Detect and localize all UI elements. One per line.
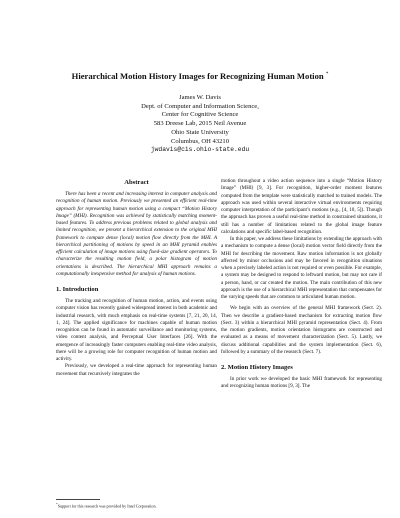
- paper-title: [20, 69, 380, 82]
- intro-paragraph-1: The tracking and recognition of human motion, action, and events using computer vision has recently gained widespread interest in both academic and industrial research, with much emphasis on real-time systems [7, 21, 20, 14, 1, 24]. The applied significance for machines capable of human motion recognition can be found in automatic surveillance and monitoring systems, video content analysis, and Perceptual User Interfaces [26]. With the emergence of increasingly faster computers enabling real-time video analysis, there will be a growing role for computer recognition of human motion and activity.: [56, 298, 217, 362]
- author-block: [20, 94, 380, 155]
- author-name: James W. Davis: [179, 94, 221, 101]
- right-paragraph-1: motion throughout a video action sequence into a single “Motion History Image” (MHI) [9, 3]. For recognition, higher-order moment features computed from the template were statistically matched to trained models. The approach was used within several interactive virtual environments requiring computer interpretation of the participant’s motions (e.g., [4, 10, 5]). Though the approach has proven a useful real-time method in constrained situations, it still has a number of limitations related to the global image feature calculations and specific label-based recognition.: [221, 178, 382, 235]
- intro-heading: 1. Introduction: [56, 286, 99, 293]
- footnote-text: Support for this research was provided by Intel Corporation.: [57, 503, 157, 509]
- title-footnote-mark: *: [325, 72, 329, 77]
- intro-paragraph-2: Previously, we developed a real-time approach for representing human movement that recursively integrates the: [56, 363, 217, 377]
- left-column: [56, 178, 217, 378]
- footnote-rule: [56, 499, 100, 500]
- author-city: Columbus, OH 43210: [170, 137, 230, 145]
- right-paragraph-3: We begin with an overview of the general MHI framework (Sect. 2). Then we describe a gradient-based mechanism for extracting motion flow (Sect. 3) within a hierarchical MHI pyramid representation (Sect. 4). From the motion gradients, motion orientation histograms are constructed and evaluated as a means of movement characterization (Sect. 5). Lastly, we discuss additional capabilities and the system implementation (Sect. 6), followed by a summary of the research (Sect. 7).: [221, 305, 382, 355]
- author-affiliation-dept: Dept. of Computer and Information Science,: [141, 102, 259, 110]
- section2-heading: 2. Motion History Images: [221, 364, 293, 371]
- right-column: [221, 178, 382, 391]
- abstract-heading: Abstract: [124, 179, 149, 186]
- footnote: [56, 502, 226, 508]
- footnote-mark: *: [56, 502, 58, 506]
- author-affiliation-center: Center for Cognitive Science: [161, 111, 239, 119]
- paper-title-text: Hierarchical Motion History Images for Recognizing Human Motion: [71, 70, 324, 81]
- author-university: Ohio State University: [171, 128, 229, 136]
- abstract-text: There has been a recent and increasing interest in computer analysis and recognition of human motion. Previously we presented an efficient real-time approach for representing human motion using a compact “Motion History Image” (MHI). Recognition was achieved by statistically matching moment-based features. To address previous problems related to global analysis and limited recognition, we present a hierarchical extension to the original MHI framework to compute dense (local) motion flow directly from the MHI. A hierarchical partitioning of motions by speed in an MHI pyramid enables efficient calculation of image motions using fixed-size gradient operators. To characterize the resulting motion field, a polar histogram of motion orientations is described. The hierarchical MHI approach remains a computationally inexpensive method for analysis of human motions.: [56, 191, 217, 277]
- author-address-street: 583 Dreese Lab, 2015 Neil Avenue: [153, 120, 247, 128]
- section2-paragraph-1: In prior work we developed the basic MHI framework for representing and recognizing human motions [9, 3]. The: [221, 376, 382, 390]
- right-paragraph-2: In this paper, we address these limitations by extending the approach with a mechanism to compute a dense (local) motion vector field directly from the MHI for describing the movement. Raw motion information is not globally affected by minor occlusions and may be favored in recognition situations when a precisely labeled action is not required or even possible. For example, a system may be designed to respond to leftward motion, but may not care if a person, hand, or car created the motion. The main contribution of this new approach is the use of a hierarchical MHI representation that compensates for the varying speeds that are common to articulated human motion.: [221, 236, 382, 300]
- author-email[interactable]: jwdavis@cis.ohio-state.edu: [150, 146, 250, 154]
